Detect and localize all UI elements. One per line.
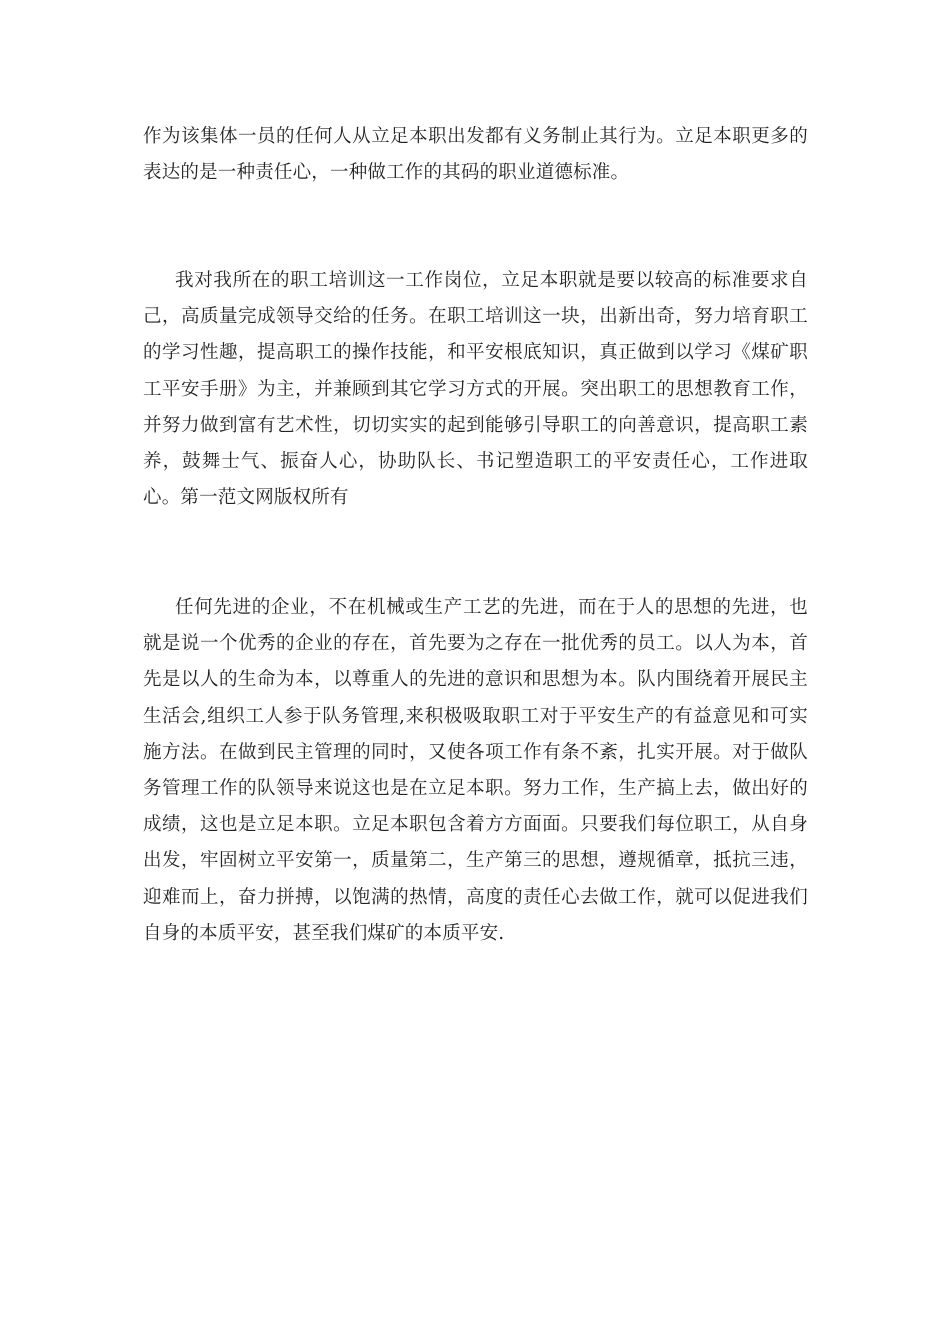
paragraph-2: 我对我所在的职工培训这一工作岗位，立足本职就是要以较高的标准要求自己，高质量完成领导交给的任务。在职工培训这一块，出新出奇，努力培育职工的学习性趣，提高职工的操作技能，和平安根底知识，真正做到以学习《煤矿职工平安手册》为主，并兼顾到其它学习方式的开展。突出职工的思想教育工作，并努力做到富有艺术性，切切实实的起到能够引导职工的向善意识，提高职工素养，鼓舞士气、振奋人心，协助队长、书记塑造职工的平安责任心，工作进取心。第一范文网版权所有 [143, 270, 808, 509]
paragraph-1: 作为该集体一员的任何人从立足本职出发都有义务制止其行为。立足本职更多的表达的是一种责任心，一种做工作的其码的职业道德标准。 [143, 126, 808, 184]
paragraph-3: 任何先进的企业，不在机械或生产工艺的先进，而在于人的思想的先进，也就是说一个优秀的企业的存在，首先要为之存在一批优秀的员工。以人为本，首先是以人的生命为本，以尊重人的先进的意识和思想为本。队内围绕着开展民主生活会,组织工人参于队务管理,来积极吸取职工对于平安生产的有益意见和可实施方法。在做到民主管理的同时，又使各项工作有条不紊，扎实开展。对于做队务管理工作的队领导来说这也是在立足本职。努力工作，生产搞上去，做出好的成绩，这也是立足本职。立足本职包含着方方面面。只要我们每位职工，从自身出发，牢固树立平安第一，质量第二，生产第三的思想，遵规循章，抵抗三违，迎难而上，奋力拼搏，以饱满的热情，高度的责任心去做工作，就可以促进我们自身的本质平安，甚至我们煤矿的本质平安. [143, 597, 808, 944]
